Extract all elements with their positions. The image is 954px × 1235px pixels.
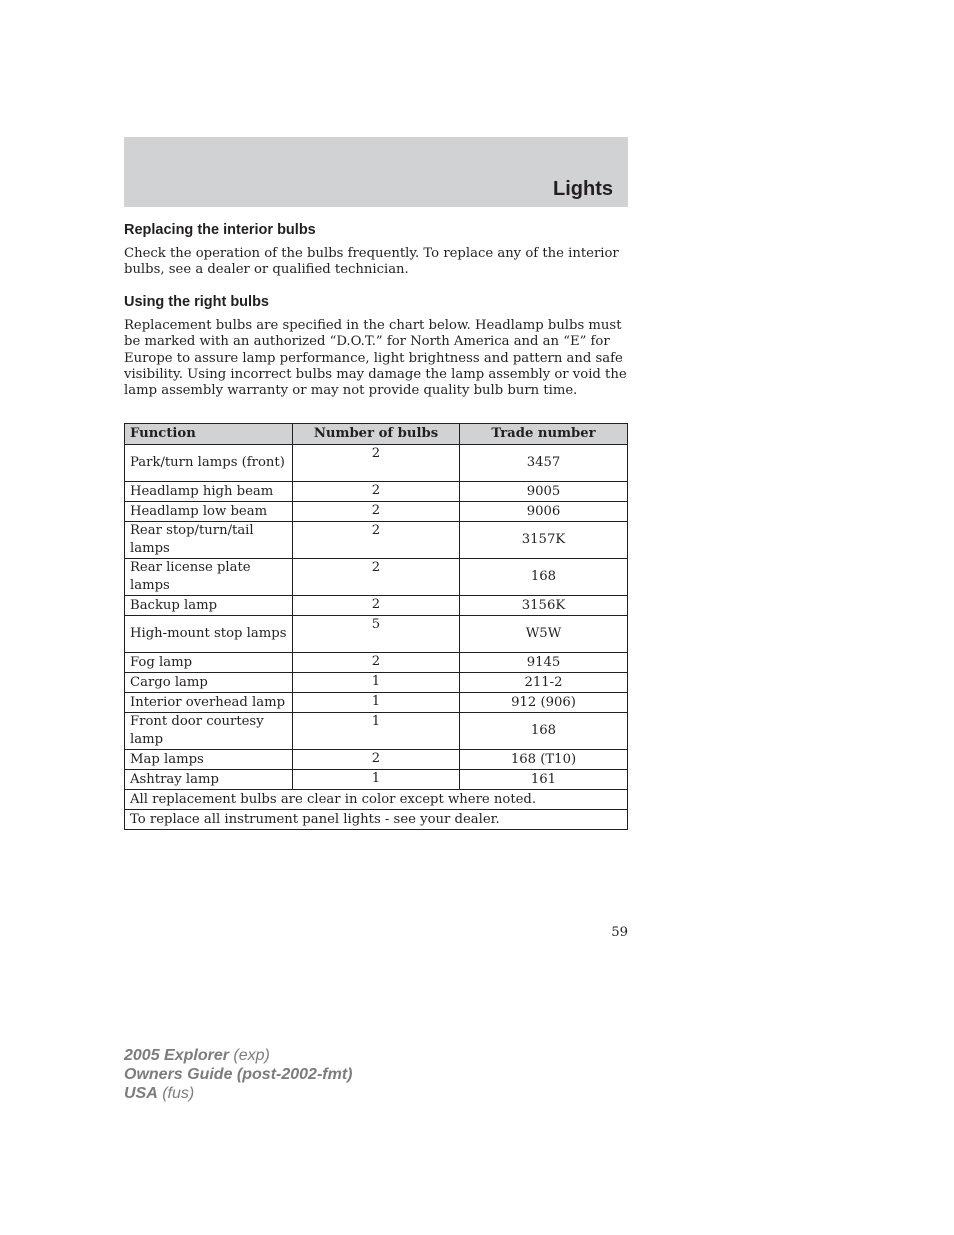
- footer-model-name: 2005 Explorer: [124, 1047, 229, 1064]
- cell-number: 2: [293, 750, 460, 770]
- table-note-row: [125, 790, 628, 810]
- footer-market-name: USA: [124, 1085, 158, 1102]
- cell-trade: 9006: [460, 502, 628, 522]
- column-header-number: Number of bulbs: [293, 424, 460, 445]
- footer-line-guide: [124, 1065, 352, 1084]
- section-heading-right-bulbs: Using the right bulbs: [124, 293, 269, 310]
- section-body-right-bulbs: Replacement bulbs are specified in the chart below. Headlamp bulbs must be marked with an authorized “D.O.T.” for North America and an “E” for Europe to assure lamp performance, light brightness and pattern and safe visibility. Using incorrect bulbs may damage the lamp assembly or void the lamp assembly warranty or may not provide quality bulb burn time.: [124, 317, 627, 399]
- cell-number: 2: [293, 653, 460, 673]
- cell-function: High-mount stop lamps: [125, 616, 293, 653]
- chapter-title: Lights: [553, 178, 613, 200]
- chapter-header-band: [124, 137, 628, 207]
- cell-trade: 161: [460, 770, 628, 790]
- table-row: [125, 770, 628, 790]
- footer-line-market: [124, 1084, 352, 1103]
- cell-function: Park/turn lamps (front): [125, 445, 293, 482]
- cell-trade: 3157K: [460, 522, 628, 559]
- cell-number: 1: [293, 693, 460, 713]
- cell-trade: 211-2: [460, 673, 628, 693]
- table-row: [125, 693, 628, 713]
- main-content: [124, 220, 628, 400]
- section-body-interior-bulbs: Check the operation of the bulbs frequently. To replace any of the interior bulbs, see a dealer or qualified technician.: [124, 246, 619, 278]
- cell-number: 5: [293, 616, 460, 653]
- cell-trade: 168: [460, 713, 628, 750]
- cell-trade: 3457: [460, 445, 628, 482]
- cell-number: 1: [293, 713, 460, 750]
- table-note: To replace all instrument panel lights - see your dealer.: [125, 810, 628, 830]
- column-header-function: Function: [125, 424, 293, 445]
- cell-function: Ashtray lamp: [125, 770, 293, 790]
- cell-number: 2: [293, 559, 460, 596]
- cell-trade: 3156K: [460, 596, 628, 616]
- cell-function: Interior overhead lamp: [125, 693, 293, 713]
- table-row: [125, 616, 628, 653]
- cell-function: Front door courtesy lamp: [125, 713, 293, 750]
- table-note: All replacement bulbs are clear in color except where noted.: [125, 790, 628, 810]
- table-row: [125, 653, 628, 673]
- column-header-trade: Trade number: [460, 424, 628, 445]
- cell-number: 2: [293, 482, 460, 502]
- cell-function: Cargo lamp: [125, 673, 293, 693]
- cell-function: Rear stop/turn/tail lamps: [125, 522, 293, 559]
- section-heading-interior-bulbs: Replacing the interior bulbs: [124, 222, 316, 238]
- table-row: [125, 713, 628, 750]
- cell-function: Fog lamp: [125, 653, 293, 673]
- table-header-row: [125, 424, 628, 445]
- cell-trade: W5W: [460, 616, 628, 653]
- table-row: [125, 596, 628, 616]
- table-row: [125, 522, 628, 559]
- cell-function: Headlamp high beam: [125, 482, 293, 502]
- table-row: [125, 673, 628, 693]
- footer-guide-name: Owners Guide (post-2002-fmt): [124, 1066, 353, 1083]
- cell-trade: 168 (T10): [460, 750, 628, 770]
- cell-number: 2: [293, 502, 460, 522]
- cell-number: 2: [293, 596, 460, 616]
- cell-function: Map lamps: [125, 750, 293, 770]
- table-note-row: [125, 810, 628, 830]
- cell-function: Backup lamp: [125, 596, 293, 616]
- table-row: [125, 750, 628, 770]
- footer-line-model: [124, 1046, 352, 1065]
- cell-trade: 9145: [460, 653, 628, 673]
- table-row: [125, 482, 628, 502]
- table-row: [125, 445, 628, 482]
- footer-market-code: (fus): [157, 1085, 195, 1102]
- cell-trade: 168: [460, 559, 628, 596]
- cell-function: Headlamp low beam: [125, 502, 293, 522]
- bulb-table: [124, 423, 628, 830]
- cell-function: Rear license plate lamps: [125, 559, 293, 596]
- page-number: 59: [611, 925, 628, 940]
- cell-number: 2: [293, 445, 460, 482]
- document-footer: [124, 1046, 352, 1103]
- table-row: [125, 502, 628, 522]
- cell-number: 1: [293, 673, 460, 693]
- cell-trade: 912 (906): [460, 693, 628, 713]
- table-row: [125, 559, 628, 596]
- cell-trade: 9005: [460, 482, 628, 502]
- cell-number: 2: [293, 522, 460, 559]
- footer-model-code: (exp): [228, 1047, 270, 1064]
- cell-number: 1: [293, 770, 460, 790]
